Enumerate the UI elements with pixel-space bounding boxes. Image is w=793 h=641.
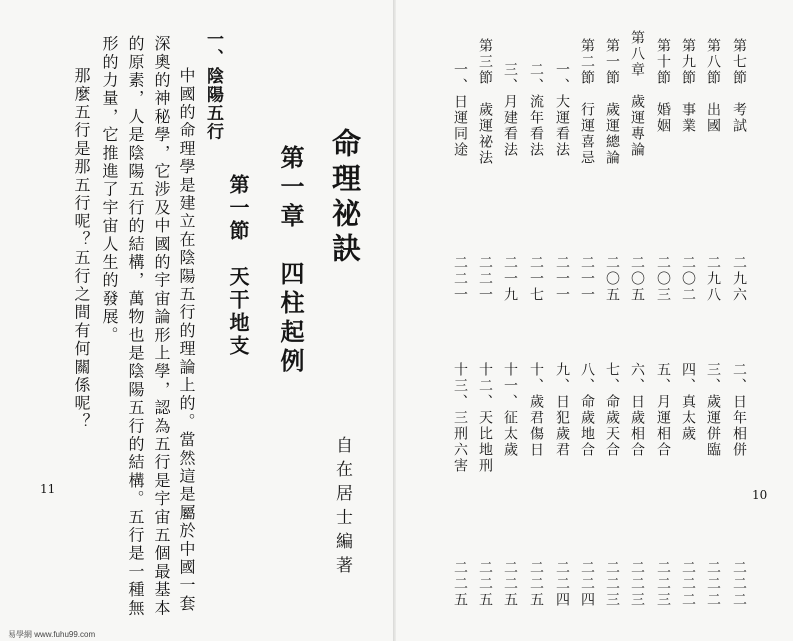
toc-entry-label: 第九節 事業 [680,38,696,134]
toc-entry-label: 第二節 行運喜忌 [579,38,595,166]
toc-entry-label: 第八章 歲運專論 [629,30,645,158]
toc-entry-label: 第七節 考試 [731,38,747,134]
toc-entry-page: 二二五 [452,560,468,608]
toc-entry-page: 二一七 [528,255,544,303]
toc-entry-page: 二一九 [502,255,518,303]
toc-entry-page: 二一一 [579,255,595,303]
toc-entry-page: 二一一 [554,255,570,303]
book-title: 命理祕訣 [328,128,362,268]
toc-entry-label: 四、真太歲 [680,362,696,442]
page-number-right: 10 [752,488,768,502]
toc-entry-page: 二二四 [579,560,595,608]
toc-entry-page: 二二三 [655,560,671,608]
author-credit: 自在居士編著 [332,436,352,580]
toc-entry-page: 二二二 [680,560,696,608]
toc-entry-page: 二二三 [604,560,620,608]
chapter-title: 第一章 四柱起例 [276,145,305,377]
body-text-column: 中國的命理學是建立在陰陽五行的理論上的。當然這是屬於中國一套 [177,67,196,613]
section-heading: 一、陰陽五行 [203,30,223,141]
toc-entry-label: 三、月建看法 [502,62,518,158]
section-title: 第一節 天干地支 [226,174,250,358]
toc-entry-page: 二二五 [528,560,544,608]
body-text-column: 的原素，人是陰陽五行的結構，萬物也是陰陽五行的結構。五行是一種無 [126,35,145,618]
toc-entry-label: 十三、三刑六害 [452,362,468,474]
toc-entry-label: 九、日犯歲君 [554,362,570,458]
right-page [396,0,793,641]
toc-entry-page: 二二一 [452,255,468,303]
toc-entry-label: 一、大運看法 [554,62,570,158]
toc-entry-page: 二二五 [502,560,518,608]
toc-entry-label: 七、命歲天合 [604,362,620,458]
toc-entry-page: 二九六 [731,255,747,303]
toc-entry-label: 二、流年看法 [528,62,544,158]
toc-entry-label: 十、歲君傷日 [528,362,544,458]
left-page [0,0,396,641]
toc-entry-label: 第一節 歲運總論 [604,38,620,166]
toc-entry-page: 二〇五 [604,255,620,303]
toc-entry-label: 六、日歲相合 [629,362,645,458]
toc-entry-label: 三、歲運併臨 [705,362,721,458]
toc-entry-label: 一、日運同途 [452,62,468,158]
toc-entry-page: 二二二 [705,560,721,608]
toc-entry-label: 第十節 婚姻 [655,38,671,134]
toc-entry-label: 五、月運相合 [655,362,671,458]
body-text-column: 形的力量，它推進了宇宙人生的發展。 [100,35,119,345]
toc-entry-label: 十一、征太歲 [502,362,518,458]
toc-entry-page: 二九八 [705,255,721,303]
toc-entry-page: 二〇二 [680,255,696,303]
toc-entry-page: 二二一 [477,255,493,303]
toc-entry-page: 二二三 [629,560,645,608]
body-text-column: 那麼五行是那五行呢？五行之間有何關係呢？ [72,67,91,431]
watermark-footer: 易學網 www.fuhu99.com [8,630,96,639]
toc-entry-label: 八、命歲地合 [579,362,595,458]
toc-entry-page: 二二五 [477,560,493,608]
toc-entry-label: 第三節 歲運祕法 [477,38,493,166]
toc-entry-page: 二二二 [731,560,747,608]
toc-entry-label: 二、日年相併 [731,362,747,458]
toc-entry-label: 十二、天比地刑 [477,362,493,474]
toc-entry-page: 二〇三 [655,255,671,303]
body-text-column: 深奧的神秘學，它涉及中國的宇宙論形上學，認為五行是宇宙五個最基本 [152,35,171,618]
page-number-left: 11 [40,482,56,496]
toc-entry-page: 二二四 [554,560,570,608]
toc-entry-page: 二〇五 [629,255,645,303]
toc-entry-label: 第八節 出國 [705,38,721,134]
